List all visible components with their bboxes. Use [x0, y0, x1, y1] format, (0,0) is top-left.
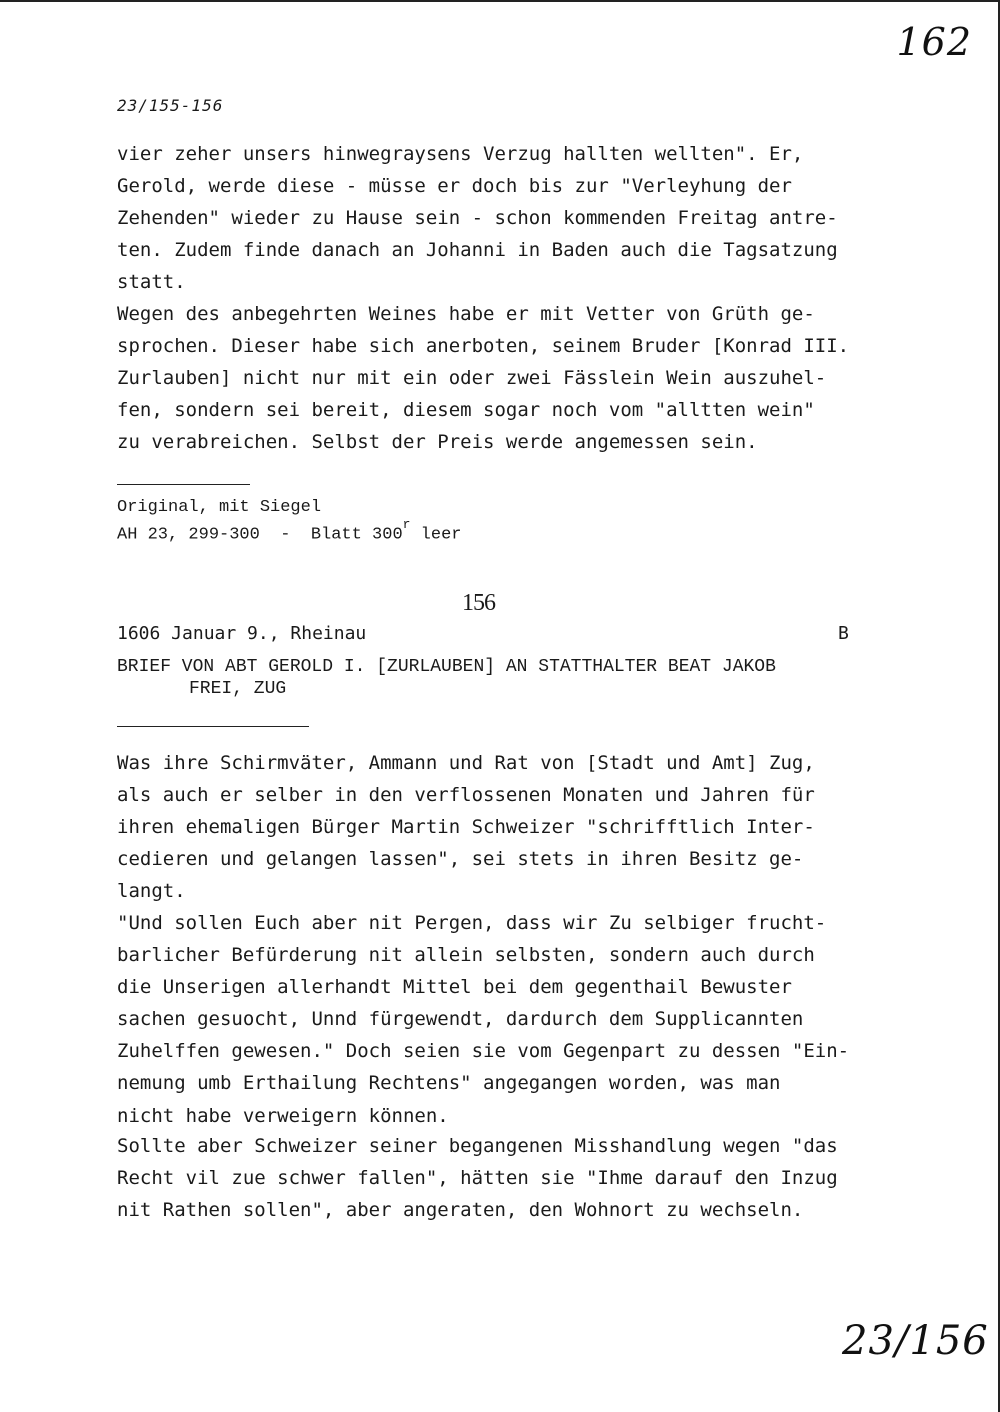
source-blank-note: leer — [410, 525, 462, 545]
source-recto-mark: r — [402, 517, 411, 532]
source-line-2 — [117, 518, 461, 547]
letter-heading-line-2: FREI, ZUG — [189, 679, 287, 699]
folio-number-handwritten: 162 — [896, 20, 972, 64]
letter-heading-line-1: BRIEF VON ABT GEROLD I. [ZURLAUBEN] AN STATTHALTER BEAT JAKOB — [117, 657, 776, 677]
prev-letter-paragraph-2: Wegen des anbegehrten Weines habe er mit Vetter von Grüth ge- sprochen. Dieser habe sich anerboten, seinem Bruder [Konrad III. Zurlauben] nicht nur mit ein oder zwei Fässlein Wein auszuhel- fen, sondern sei bereit, diesem sogar noch vom "alltten wein" zu verabreichen. Selbst der Preis werde angemessen sein. — [117, 303, 850, 454]
source-archive: AH 23, 299-300 - Blatt 300 — [117, 525, 403, 545]
letter-type-mark: B — [838, 623, 849, 644]
letter-number: 156 — [462, 590, 495, 616]
heading-separator-rule — [117, 726, 309, 727]
source-line-1: Original, mit Siegel — [117, 498, 322, 517]
archive-number-handwritten: 23/156 — [842, 1318, 989, 1364]
document-reference: 23/155-156 — [117, 96, 224, 115]
separator-rule — [117, 484, 250, 485]
letter-date-place: 1606 Januar 9., Rheinau — [117, 623, 367, 644]
letter-paragraph-2: "Und sollen Euch aber nit Pergen, dass wir Zu selbiger frucht- barlicher Befürderung nit allein selbsten, sondern auch durch die Unserigen allerhandt Mittel bei dem gegenthail Bewuster sachen gesuocht, Unnd fürgewendt, dardurch dem Supplicannten Zuhelffen gewesen." Doch seien sie vom Gegenpart zu dessen "Ein- nemung umb Erthailung Rechtens" angegangen worden, was man nicht habe verweigern können. — [117, 912, 850, 1127]
prev-letter-paragraph-1: vier zeher unsers hinwegraysens Verzug hallten wellten". Er, Gerold, werde diese - müsse er doch bis zur "Verleyhung der Zehenden" wieder zu Hause sein - schon kommenden Freitag antre- ten. Zudem finde danach an Johanni in Baden auch die Tagsatzung statt. — [117, 143, 838, 294]
letter-paragraph-1: Was ihre Schirmväter, Ammann und Rat von [Stadt und Amt] Zug, als auch er selber in den verflossenen Monaten und Jahren für ihren ehemaligen Bürger Martin Schweizer "schrifftlich Inter- cedieren und gelangen lassen", sei stets in ihren Besitz ge- langt. — [117, 752, 815, 903]
letter-paragraph-3: Sollte aber Schweizer seiner begangenen Misshandlung wegen "das Recht vil zue schwer fallen", hätten sie "Ihme darauf den Inzug nit Rathen sollen", aber angeraten, den Wohnort zu wechseln. — [117, 1135, 838, 1222]
page-border-top — [0, 0, 1000, 2]
